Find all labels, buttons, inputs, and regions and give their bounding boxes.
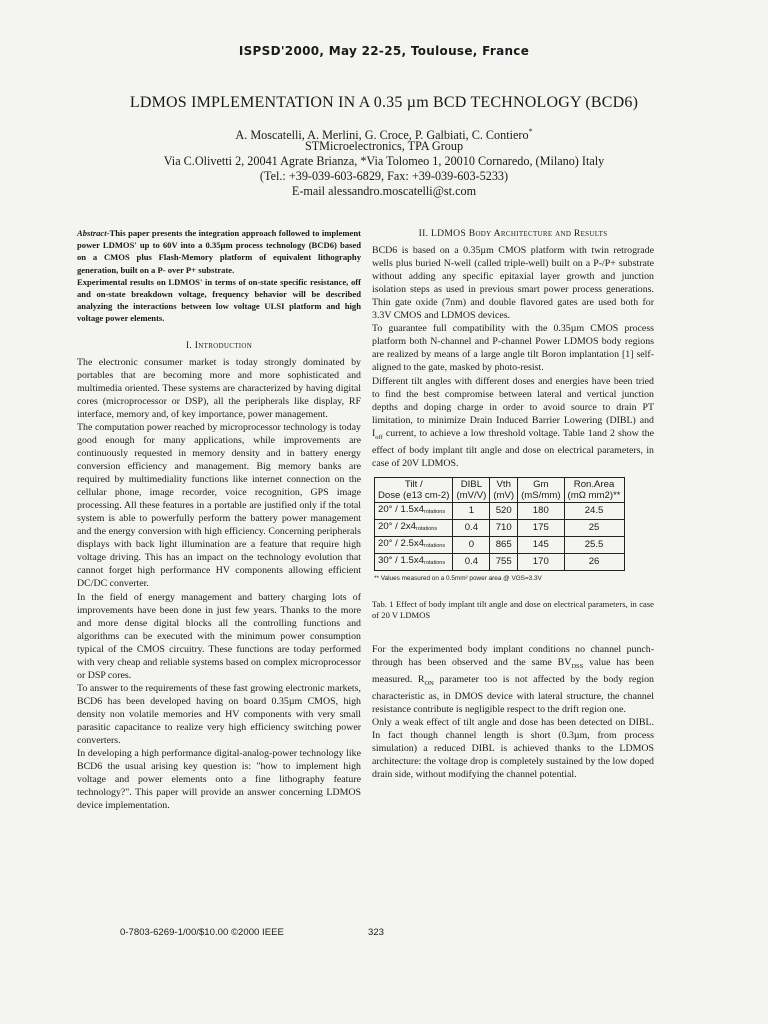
table-cell-tilt [375, 519, 453, 536]
body-paragraph-3 [372, 375, 654, 470]
header-unit: (mΩ mm2)** [567, 489, 621, 501]
body-paragraph-5: Only a weak effect of tilt angle and dose has been detected on DIBL. In fact though channel length is short (0.3µm, from process simulation) a reduced DIBL is achieved thanks to the LDMOS architecture: the voltage drop is completely sustained by the low doped drain side, without modifying the channel potential. [372, 717, 654, 781]
tilt-value: 20° / 2x4 [378, 520, 416, 532]
header-line: DIBL [460, 478, 483, 490]
header-unit: Dose (e13 cm-2) [378, 489, 450, 501]
tilt-value: 20° / 1.5x4 [378, 503, 424, 515]
table-cell-dibl: 0 [453, 536, 490, 553]
header-unit: (mV/V) [456, 489, 487, 501]
table-cell-tilt [375, 502, 453, 519]
intro-paragraph-4: To answer to the requirements of these fast growing electronic markets, BCD6 has been developed having on board 0.35µm CMOS, high density non volatile memories and HV components with very small parasitic capacitance to realize very high efficiency switching power converters. [77, 682, 361, 747]
header-line: Gm [533, 478, 549, 490]
page-number: 323 [368, 927, 385, 938]
header-unit: (mV) [493, 489, 515, 501]
author-mark: * [528, 127, 533, 136]
contact-email: E-mail alessandro.moscatelli@st.com [291, 184, 477, 198]
table-note: ** Values measured on a 0.5mm² power area @ VGS=3.3V [374, 575, 542, 582]
table-1 [374, 477, 625, 571]
table-header-dibl [453, 477, 490, 502]
ron-subscript: ON [424, 680, 434, 688]
affiliation: STMicroelectronics, TPA Group [304, 139, 464, 153]
section-heading-ldmos: II. LDMOS Body Architecture and Results [418, 228, 608, 239]
body-paragraph-4-text-end: parameter too is not affected by the body region characteristic as, in DMOS device with lateral structure, the channel resistance contribute is negligible respect to the drift region one. [372, 674, 654, 716]
tilt-value: 30° / 1.5x4 [378, 554, 424, 566]
table-row [375, 536, 625, 553]
table-cell-gm: 170 [518, 553, 564, 570]
intro-paragraph-5: In developing a high performance digital-analog-power technology like BCD6 the usual arising key question is: "how to implement high voltage and power elements onto a fine lithography feature technology?". This paper will provide an answer concerning LDMOS device implementation. [77, 748, 361, 812]
section-heading-introduction: I. Introduction [185, 339, 253, 351]
table-cell-dibl: 0.4 [453, 519, 490, 536]
intro-paragraph-1: The electronic consumer market is today strongly dominated by portables that are becoming more and more sophisticated and multimedia oriented. These systems are characterized by having digital cores (microprocessor or DSP), all the peripherals like display, RF interface, memory and, of key importance, power management. [77, 356, 361, 420]
table-cell-vth: 865 [490, 536, 518, 553]
intro-paragraph-2: The computation power reached by microprocessor technology is today good enough for many applications, while improvements are continuously requested in memory density and in battery energy conversion efficiency and management. Big memory banks are required by multimediality functions like internet connection on the cellular phone, image recorder, voice recognition, GPS image processing. All these features in a portable are justified only if the total system is able to powerfully perform the battery power management and the energy conversion with high efficiency. Concerning peripherals displays with back light illumination are a feature that require high voltage driving. This has an impact on the technology evolution that cannot forget high performance HV components allowing efficient DC/DC converter. [77, 421, 361, 590]
body-paragraph-1: BCD6 is based on a 0.35µm CMOS platform with twin retrograde wells plus buried N-well (called triple-well) built on a P-/P+ substrate without adding any specific epitaxial layer growth and junction isolation steps as used in previous smart power process generations. Thin gate oxide (7nm) and double flavored gates are used both for 3.3V CMOS and LDMOS devices. [372, 245, 654, 322]
table-cell-vth: 755 [490, 553, 518, 570]
table-cell-ron: 26 [564, 553, 624, 570]
ioff-subscript: off [375, 433, 383, 441]
right-column [372, 227, 654, 781]
table-cell-ron: 25 [564, 519, 624, 536]
body-paragraph-4-text-mid: value has been measured. R [372, 657, 654, 686]
table-cell-ron: 24.5 [564, 502, 624, 519]
table-row [375, 519, 625, 536]
table-header-row [375, 477, 625, 502]
abstract-paragraph [77, 227, 361, 276]
address: Via C.Olivetti 2, 20041 Agrate Brianza, *Via Tolomeo 1, 20010 Cornaredo, (Milano) Italy [163, 154, 605, 168]
body-paragraph-2: To guarantee full compatibility with the 0.35µm CMOS process platform both N-channel and P-channel Power LDMOS body regions are realized by means of a large angle tilt Boron implantation [1] self-aligned to the gate, masked by photo-resist. [372, 323, 654, 374]
table-cell-tilt [375, 553, 453, 570]
abstract-text: -This paper presents the integration approach followed to implement power LDMOS' up to 60V into a 0.35µm process technology (BCD6) based on a CMOS plus Flash-Memory platform of equivalent lithography generation, built on a P- over P+ substrate. [77, 228, 361, 275]
body-paragraph-4-text: For the experimented body implant conditions no channel punch-through has been observed and the same BV [372, 644, 654, 669]
table-cell-vth: 520 [490, 502, 518, 519]
table-cell-gm: 175 [518, 519, 564, 536]
abstract-paragraph-2: Experimental results on LDMOS' in terms of on-state specific resistance, off and on-state breakdown voltage, frequency behavior will be described analyzing the interactions between low voltage ULSI platform and high voltage power elements. [77, 276, 361, 324]
table-header-ron [564, 477, 624, 502]
tilt-value: 20° / 2.5x4 [378, 537, 424, 549]
tilt-subscript: rotations [423, 508, 446, 515]
author-list: A. Moscatelli, A. Merlini, G. Croce, P. Galbiati, C. Contiero [235, 128, 529, 143]
table-cell-tilt [375, 536, 453, 553]
header-line: Vth [496, 478, 511, 490]
table-caption: Tab. 1 Effect of body implant tilt angle and dose on electrical parameters, in case of 20 V LDMOS [372, 599, 654, 621]
header-line: Tilt / [404, 478, 423, 490]
table-cell-gm: 180 [518, 502, 564, 519]
table-header-gm [518, 477, 564, 502]
table-header-vth [490, 477, 518, 502]
abstract-label: Abstract [77, 228, 107, 238]
tilt-subscript: rotations [423, 559, 446, 566]
table-cell-ron: 25.5 [564, 536, 624, 553]
footer-isbn: 0-7803-6269-1/00/$10.00 ©2000 IEEE [120, 927, 284, 938]
table-cell-gm: 145 [518, 536, 564, 553]
header-line: Ron.Area [573, 478, 615, 490]
header-unit: (mS/mm) [521, 489, 561, 501]
conference-header: ISPSD'2000, May 22-25, Toulouse, France [238, 44, 530, 58]
body-paragraph-3-text-end: current, to achieve a low threshold voltage. Table 1and 2 show the effect of body implant tilt angle and dose on electrical parameters, in case of 20V LDMOS. [372, 427, 654, 469]
table-cell-dibl: 1 [453, 502, 490, 519]
left-column [77, 227, 361, 812]
body-paragraph-4 [372, 643, 654, 716]
table-cell-dibl: 0.4 [453, 553, 490, 570]
tilt-subscript: rotations [423, 542, 446, 549]
contact-phone: (Tel.: +39-039-603-6829, Fax: +39-039-603-5233) [259, 169, 509, 183]
table-header-tilt [375, 477, 453, 502]
bvdss-subscript: DSS [571, 663, 584, 671]
table-row [375, 502, 625, 519]
intro-paragraph-3: In the field of energy management and battery charging lots of improvements have been done in just few years. Thanks to the more and more dense digital blocks all the controlling functions and algorithms can be executed with the minimum power consumption typical of the CMOS circuitry. These functions are today performed with very cheap and reliable systems based on complex microprocessor or DSP cores. [77, 591, 361, 681]
paper-title: LDMOS IMPLEMENTATION IN A 0.35 µm BCD TECHNOLOGY (BCD6) [129, 94, 639, 111]
tilt-subscript: rotations [415, 525, 438, 532]
table-cell-vth: 710 [490, 519, 518, 536]
body-paragraph-3-text: Different tilt angles with different doses and energies have been tried to find the best compromise between lateral and vertical junction depths and doping charge in order to avoid source to drain PT limitation, to minimize Drain Induced Barrier Lowering (DIBL) and I [372, 375, 654, 439]
table-row [375, 553, 625, 570]
